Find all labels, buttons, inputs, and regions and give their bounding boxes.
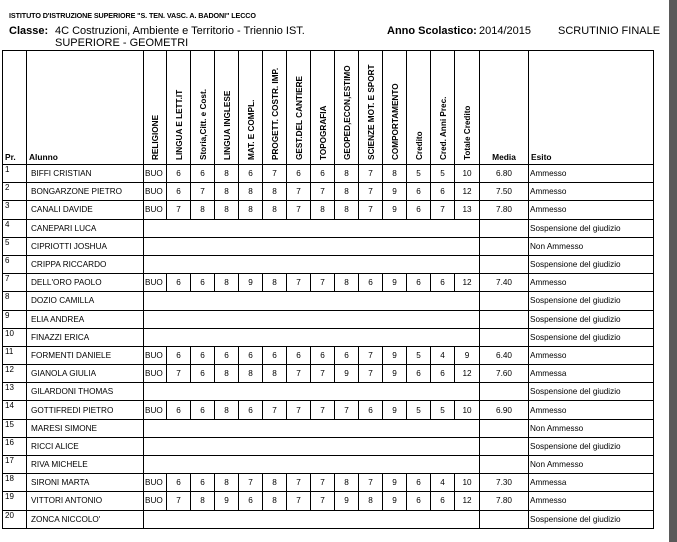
empty-grades-cell: [144, 310, 480, 328]
media-cell: [480, 237, 529, 255]
grade-cell: 8: [359, 492, 383, 510]
grades-table: [2, 50, 654, 529]
row-number: 4: [3, 219, 27, 237]
esito-cell: Ammesso: [529, 165, 654, 183]
grade-cell: 8: [335, 201, 359, 219]
empty-grades-cell: [144, 383, 480, 401]
grade-cell: 9: [215, 492, 239, 510]
table-row: [3, 310, 654, 328]
grade-cell: 9: [383, 183, 407, 201]
grade-cell: 7: [311, 401, 335, 419]
grade-cell: 7: [263, 165, 287, 183]
grade-cell: 5: [407, 346, 431, 364]
student-name: FINAZZI ERICA: [27, 328, 144, 346]
row-number: 15: [3, 419, 27, 437]
esito-cell: Ammesso: [529, 183, 654, 201]
grade-cell: 7: [287, 365, 311, 383]
header-subject: SCIENZE MOT. E SPORT: [359, 51, 383, 165]
grade-cell: 6: [167, 346, 191, 364]
grade-cell: 9: [239, 274, 263, 292]
media-cell: [480, 510, 529, 528]
grade-cell: 13: [455, 201, 480, 219]
grade-cell: 8: [215, 183, 239, 201]
row-number: 2: [3, 183, 27, 201]
grade-cell: 12: [455, 274, 480, 292]
anno-scolastico-value: 2014/2015: [479, 25, 531, 37]
grade-cell: 4: [431, 474, 455, 492]
header-subject: Storia,Citt. e Cost.: [191, 51, 215, 165]
grade-cell: 7: [167, 201, 191, 219]
header-totale-credito: Totale Credito: [455, 51, 480, 165]
grade-cell: 8: [335, 165, 359, 183]
student-name: RICCI ALICE: [27, 437, 144, 455]
grade-cell: 6: [431, 183, 455, 201]
grade-cell: 6: [215, 346, 239, 364]
grade-cell: 8: [215, 401, 239, 419]
media-cell: [480, 383, 529, 401]
grade-cell: 9: [383, 365, 407, 383]
grade-cell: 7: [311, 365, 335, 383]
religione-grade: BUO: [144, 201, 167, 219]
religione-grade: BUO: [144, 274, 167, 292]
media-cell: 6.40: [480, 346, 529, 364]
classe-value: 4C Costruzioni, Ambiente e Territorio - Triennio IST. SUPERIORE - GEOMETRI: [55, 25, 305, 49]
header-subject: GEOPED,ECON,ESTIMO: [335, 51, 359, 165]
esito-cell: Ammesso: [529, 401, 654, 419]
grade-cell: 6: [407, 474, 431, 492]
table-row: [3, 346, 654, 364]
grade-cell: 5: [431, 401, 455, 419]
grade-cell: 8: [335, 274, 359, 292]
student-name: GILARDONI THOMAS: [27, 383, 144, 401]
header-subject: MAT. E COMPL.: [239, 51, 263, 165]
header-subject: GEST.DEL CANTIERE: [287, 51, 311, 165]
grade-cell: 8: [263, 474, 287, 492]
grade-cell: 6: [191, 346, 215, 364]
empty-grades-cell: [144, 219, 480, 237]
grade-cell: 7: [311, 274, 335, 292]
table-row: [3, 383, 654, 401]
grade-cell: 6: [359, 274, 383, 292]
header-subject: PROGETT. COSTR. IMP.: [263, 51, 287, 165]
grade-cell: 8: [239, 201, 263, 219]
grade-cell: 12: [455, 183, 480, 201]
grade-cell: 8: [263, 492, 287, 510]
grade-cell: 9: [335, 492, 359, 510]
vertical-scrollbar[interactable]: [669, 0, 677, 542]
media-cell: [480, 292, 529, 310]
grade-cell: 6: [407, 201, 431, 219]
media-cell: [480, 310, 529, 328]
grade-cell: 8: [215, 274, 239, 292]
header-subject: TOPOGRAFIA: [311, 51, 335, 165]
grade-cell: 8: [263, 183, 287, 201]
row-number: 10: [3, 328, 27, 346]
grade-cell: 8: [239, 365, 263, 383]
header-credito: Credito: [407, 51, 431, 165]
grade-cell: 8: [215, 201, 239, 219]
grade-cell: 10: [455, 165, 480, 183]
table-row: [3, 474, 654, 492]
student-name: BONGARZONE PIETRO: [27, 183, 144, 201]
grade-cell: 6: [335, 346, 359, 364]
table-row: [3, 219, 654, 237]
grade-cell: 4: [431, 346, 455, 364]
esito-cell: Sospensione del giudizio: [529, 292, 654, 310]
esito-cell: Ammessa: [529, 474, 654, 492]
grade-cell: 12: [455, 492, 480, 510]
student-name: CRIPPA RICCARDO: [27, 255, 144, 273]
empty-grades-cell: [144, 255, 480, 273]
student-name: GIANOLA GIULIA: [27, 365, 144, 383]
grade-cell: 6: [167, 274, 191, 292]
grade-cell: 6: [239, 492, 263, 510]
table-row: [3, 328, 654, 346]
grade-cell: 7: [287, 474, 311, 492]
esito-cell: Non Ammesso: [529, 456, 654, 474]
row-number: 8: [3, 292, 27, 310]
grade-cell: 6: [239, 165, 263, 183]
empty-grades-cell: [144, 419, 480, 437]
grade-cell: 5: [407, 401, 431, 419]
esito-cell: Non Ammesso: [529, 419, 654, 437]
religione-grade: BUO: [144, 346, 167, 364]
student-name: SIRONI MARTA: [27, 474, 144, 492]
row-number: 16: [3, 437, 27, 455]
table-body: [3, 165, 654, 529]
grade-cell: 7: [287, 201, 311, 219]
religione-grade: BUO: [144, 165, 167, 183]
header-subject: LINGUA INGLESE: [215, 51, 239, 165]
grade-cell: 7: [359, 165, 383, 183]
table-row: [3, 492, 654, 510]
grade-cell: 6: [167, 401, 191, 419]
grade-cell: 7: [287, 492, 311, 510]
header-subject: LINGUA E LETT.IT: [167, 51, 191, 165]
grade-cell: 7: [335, 401, 359, 419]
grade-cell: 6: [239, 401, 263, 419]
student-name: CANALI DAVIDE: [27, 201, 144, 219]
grade-cell: 7: [359, 201, 383, 219]
grade-cell: 7: [287, 401, 311, 419]
empty-grades-cell: [144, 437, 480, 455]
media-cell: 7.60: [480, 365, 529, 383]
student-name: MARESI SIMONE: [27, 419, 144, 437]
grade-cell: 6: [167, 165, 191, 183]
grade-cell: 7: [311, 183, 335, 201]
scrutinio-title: SCRUTINIO FINALE: [558, 25, 661, 37]
student-name: FORMENTI DANIELE: [27, 346, 144, 364]
header-subject: RELIGIONE: [144, 51, 167, 165]
table-row: [3, 165, 654, 183]
grade-cell: 6: [287, 165, 311, 183]
row-number: 3: [3, 201, 27, 219]
empty-grades-cell: [144, 456, 480, 474]
grade-cell: 7: [359, 365, 383, 383]
grade-cell: 8: [383, 165, 407, 183]
media-cell: [480, 255, 529, 273]
media-cell: 6.90: [480, 401, 529, 419]
esito-cell: Non Ammesso: [529, 237, 654, 255]
grade-cell: 6: [191, 165, 215, 183]
grade-cell: 7: [167, 492, 191, 510]
table-row: [3, 274, 654, 292]
grade-cell: 8: [263, 274, 287, 292]
esito-cell: Sospensione del giudizio: [529, 437, 654, 455]
student-name: RIVA MICHELE: [27, 456, 144, 474]
grade-cell: 6: [263, 346, 287, 364]
media-cell: 6.80: [480, 165, 529, 183]
empty-grades-cell: [144, 328, 480, 346]
grade-cell: 6: [191, 474, 215, 492]
row-number: 14: [3, 401, 27, 419]
grade-cell: 6: [167, 474, 191, 492]
student-name: VITTORI ANTONIO: [27, 492, 144, 510]
header-media: Media: [480, 51, 529, 165]
row-number: 12: [3, 365, 27, 383]
table-row: [3, 237, 654, 255]
esito-cell: Sospensione del giudizio: [529, 310, 654, 328]
student-name: DOZIO CAMILLA: [27, 292, 144, 310]
table-row: [3, 365, 654, 383]
media-cell: [480, 328, 529, 346]
row-number: 11: [3, 346, 27, 364]
row-number: 20: [3, 510, 27, 528]
grade-cell: 7: [287, 274, 311, 292]
grade-cell: 7: [431, 201, 455, 219]
esito-cell: Sospensione del giudizio: [529, 219, 654, 237]
grade-cell: 7: [239, 474, 263, 492]
grade-cell: 8: [215, 365, 239, 383]
student-name: DELL'ORO PAOLO: [27, 274, 144, 292]
student-name: CIPRIOTTI JOSHUA: [27, 237, 144, 255]
grade-cell: 7: [191, 183, 215, 201]
grade-cell: 8: [191, 201, 215, 219]
grade-cell: 5: [407, 165, 431, 183]
media-cell: 7.50: [480, 183, 529, 201]
media-cell: [480, 219, 529, 237]
table-row: [3, 255, 654, 273]
grade-cell: 6: [431, 365, 455, 383]
empty-grades-cell: [144, 292, 480, 310]
religione-grade: BUO: [144, 492, 167, 510]
grade-cell: 8: [239, 183, 263, 201]
row-number: 9: [3, 310, 27, 328]
grade-cell: 9: [383, 346, 407, 364]
row-number: 1: [3, 165, 27, 183]
esito-cell: Ammesso: [529, 201, 654, 219]
grade-cell: 10: [455, 401, 480, 419]
grade-cell: 6: [431, 274, 455, 292]
grade-cell: 7: [311, 474, 335, 492]
grade-cell: 8: [263, 201, 287, 219]
esito-cell: Sospensione del giudizio: [529, 383, 654, 401]
school-name: ISTITUTO D'ISTRUZIONE SUPERIORE "S. TEN. VASC. A. BADONI" LECCO: [9, 11, 256, 20]
student-name: GOTTIFREDI PIETRO: [27, 401, 144, 419]
grade-cell: 6: [311, 346, 335, 364]
grade-cell: 9: [383, 401, 407, 419]
student-name: ZONCA NICCOLO': [27, 510, 144, 528]
grade-cell: 8: [335, 474, 359, 492]
student-name: BIFFI CRISTIAN: [27, 165, 144, 183]
table-row: [3, 419, 654, 437]
grade-cell: 6: [167, 183, 191, 201]
table-row: [3, 292, 654, 310]
table-row: [3, 437, 654, 455]
religione-grade: BUO: [144, 401, 167, 419]
grade-cell: 6: [191, 274, 215, 292]
media-cell: [480, 437, 529, 455]
media-cell: [480, 419, 529, 437]
grade-cell: 6: [311, 165, 335, 183]
header-pr: Pr.: [3, 51, 27, 165]
row-number: 5: [3, 237, 27, 255]
student-name: CANEPARI LUCA: [27, 219, 144, 237]
table-row: [3, 510, 654, 528]
esito-cell: Sospensione del giudizio: [529, 255, 654, 273]
esito-cell: Ammesso: [529, 346, 654, 364]
grade-cell: 6: [191, 365, 215, 383]
grade-cell: 10: [455, 474, 480, 492]
grade-cell: 6: [359, 401, 383, 419]
media-cell: 7.30: [480, 474, 529, 492]
grade-cell: 6: [191, 401, 215, 419]
esito-cell: Ammesso: [529, 274, 654, 292]
table-row: [3, 183, 654, 201]
grade-cell: 6: [407, 183, 431, 201]
grade-cell: 7: [359, 346, 383, 364]
row-number: 6: [3, 255, 27, 273]
header-alunno: Alunno: [27, 51, 144, 165]
table-row: [3, 201, 654, 219]
grade-cell: 8: [215, 474, 239, 492]
grade-cell: 8: [335, 183, 359, 201]
grade-cell: 7: [263, 401, 287, 419]
grade-cell: 9: [383, 274, 407, 292]
media-cell: 7.40: [480, 274, 529, 292]
grade-cell: 7: [287, 183, 311, 201]
grade-cell: 9: [383, 474, 407, 492]
grade-cell: 9: [383, 492, 407, 510]
row-number: 13: [3, 383, 27, 401]
grade-cell: 6: [407, 274, 431, 292]
grade-cell: 9: [335, 365, 359, 383]
grade-cell: 6: [287, 346, 311, 364]
grade-cell: 8: [191, 492, 215, 510]
esito-cell: Sospensione del giudizio: [529, 510, 654, 528]
esito-cell: Sospensione del giudizio: [529, 328, 654, 346]
grade-cell: 7: [359, 474, 383, 492]
religione-grade: BUO: [144, 183, 167, 201]
row-number: 18: [3, 474, 27, 492]
header-subject: COMPORTAMENTO: [383, 51, 407, 165]
classe-label: Classe:: [9, 25, 49, 37]
empty-grades-cell: [144, 510, 480, 528]
grade-cell: 7: [311, 492, 335, 510]
grade-cell: 5: [431, 165, 455, 183]
grade-cell: 6: [407, 365, 431, 383]
esito-cell: Ammessa: [529, 365, 654, 383]
row-number: 17: [3, 456, 27, 474]
anno-scolastico-label: Anno Scolastico:: [387, 25, 477, 37]
media-cell: [480, 456, 529, 474]
grade-cell: 9: [383, 201, 407, 219]
religione-grade: BUO: [144, 365, 167, 383]
grade-cell: 9: [455, 346, 480, 364]
row-number: 19: [3, 492, 27, 510]
grade-cell: 8: [215, 165, 239, 183]
grade-cell: 6: [239, 346, 263, 364]
header-cred-anni-prec: Cred. Anni Prec.: [431, 51, 455, 165]
table-row: [3, 401, 654, 419]
grade-cell: 6: [407, 492, 431, 510]
header-esito: Esito: [529, 51, 654, 165]
media-cell: 7.80: [480, 492, 529, 510]
grade-cell: 6: [431, 492, 455, 510]
empty-grades-cell: [144, 237, 480, 255]
grade-cell: 8: [263, 365, 287, 383]
table-header-row: [3, 51, 654, 165]
grade-cell: 7: [167, 365, 191, 383]
student-name: ELIA ANDREA: [27, 310, 144, 328]
row-number: 7: [3, 274, 27, 292]
grade-cell: 7: [359, 183, 383, 201]
table-row: [3, 456, 654, 474]
esito-cell: Ammesso: [529, 492, 654, 510]
grade-cell: 8: [311, 201, 335, 219]
religione-grade: BUO: [144, 474, 167, 492]
media-cell: 7.80: [480, 201, 529, 219]
grade-cell: 12: [455, 365, 480, 383]
